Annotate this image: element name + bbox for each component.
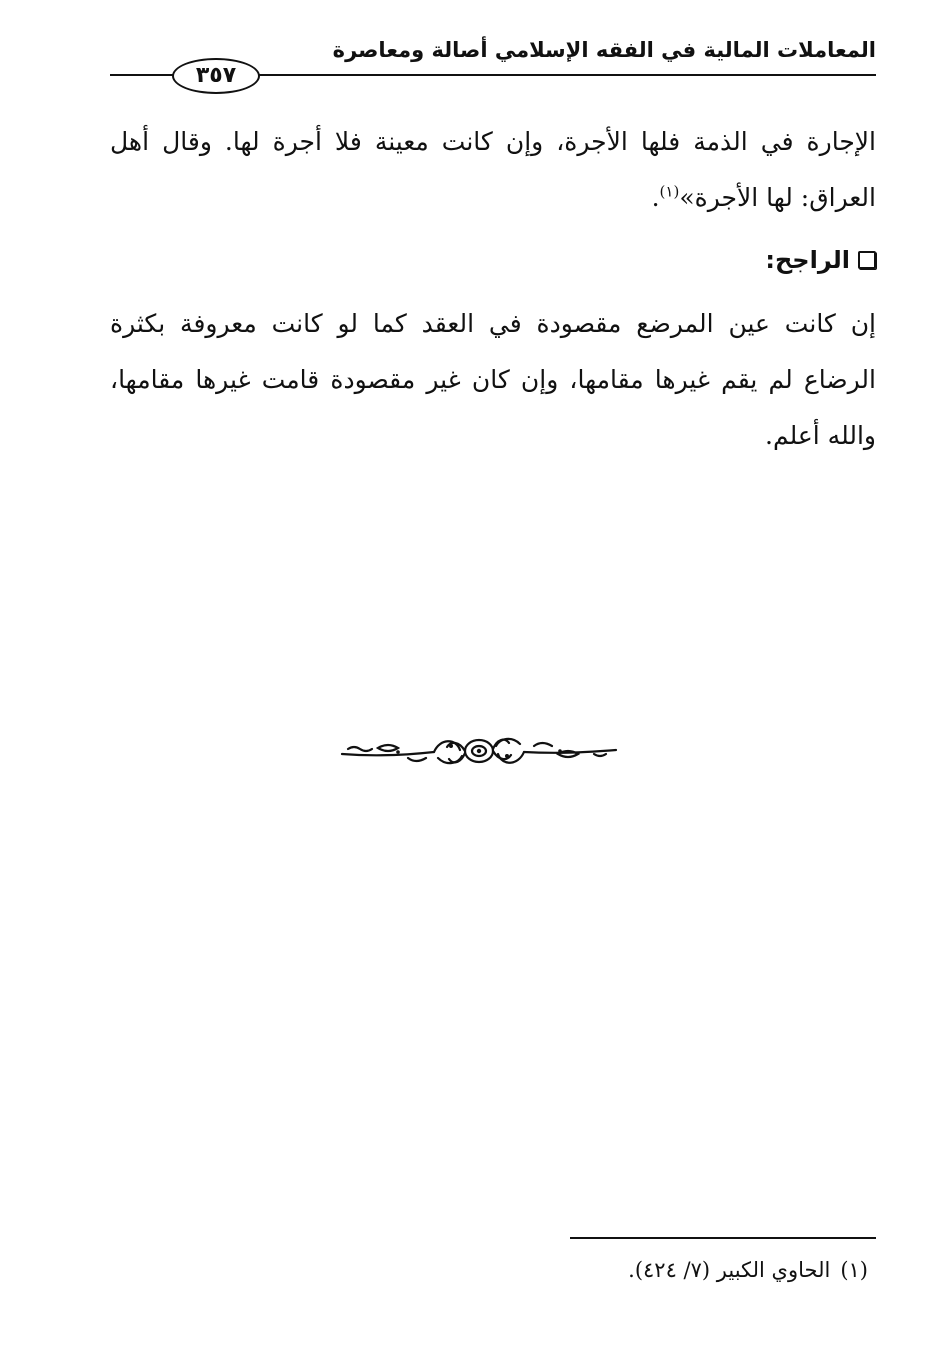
paragraph-1-text: الإجارة في الذمة فلها الأجرة، وإن كانت معينة فلا أجرة لها. وقال أهل العراق: لها الأجرة»	[110, 127, 876, 212]
square-bullet-icon	[858, 251, 876, 269]
paragraph-2: إن كانت عين المرضع مقصودة في العقد كما لو كانت معروفة بكثرة الرضاع لم يقم غيرها مقامها، وإن كان غير مقصودة قامت غيرها مقامها، والله أعلم.	[110, 309, 876, 450]
footnote-text: الحاوي الكبير (٧/ ٤٢٤).	[628, 1258, 831, 1282]
footnote-number: (١)	[840, 1258, 868, 1282]
page-number: ٣٥٧	[172, 58, 260, 94]
running-title: المعاملات المالية في الفقه الإسلامي أصالة ومعاصرة	[332, 38, 876, 62]
section-heading-text: الراجح:	[765, 246, 850, 274]
footnote-separator	[570, 1237, 876, 1239]
paragraph-1	[110, 114, 876, 226]
page-header	[110, 34, 876, 94]
footnote-reference[interactable]: (١)	[659, 182, 680, 201]
ornamental-divider-icon	[338, 732, 620, 770]
section-heading	[765, 246, 876, 274]
paragraph-1-end: .	[651, 183, 660, 212]
footnote	[628, 1258, 868, 1282]
